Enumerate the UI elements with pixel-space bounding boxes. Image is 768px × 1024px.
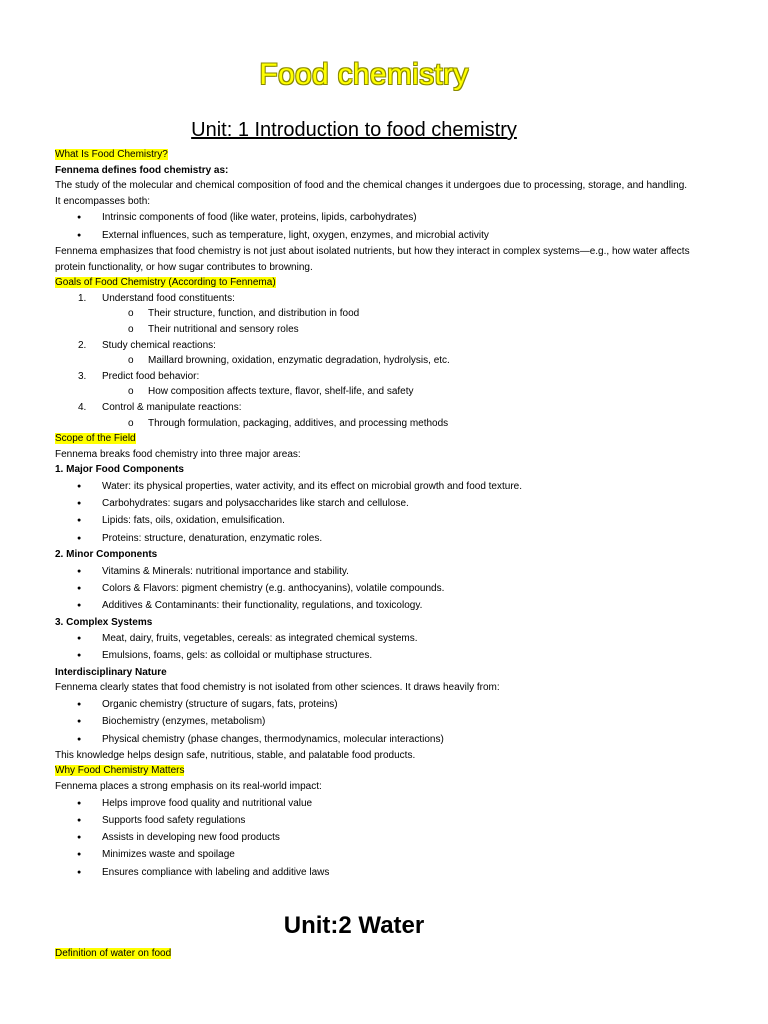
goal-label: Study chemical reactions: (102, 339, 216, 351)
goal-number: 3. (78, 370, 87, 382)
unit1-heading: Unit: 1 Introduction to food chemistry (191, 119, 517, 141)
definition-intro: Fennema defines food chemistry as: (55, 164, 229, 176)
list-item: ● Additives & Contaminants: their functionality, regulations, and toxicology. (55, 597, 715, 614)
interdisciplinary-heading: Interdisciplinary Nature (55, 666, 167, 678)
list-item: ● Water: its physical properties, water activity, and its effect on microbial growth and food texture. (55, 478, 715, 495)
list-item: ● Biochemistry (enzymes, metabolism) (55, 713, 715, 730)
list-item: ● Helps improve food quality and nutritional value (55, 795, 715, 812)
interdisciplinary-intro: Fennema clearly states that food chemistry is not isolated from other sciences. It draws heavily from: (55, 682, 500, 694)
list-item: ● Emulsions, foams, gels: as colloidal or multiphase structures. (55, 647, 715, 664)
document-title: Food chemistry (259, 58, 469, 91)
list-item: ● Colors & Flavors: pigment chemistry (e.g. anthocyanins), volatile compounds. (55, 580, 715, 597)
minor-components-heading: 2. Minor Components (55, 549, 158, 561)
goal-subitem: o Maillard browning, oxidation, enzymatic degradation, hydrolysis, etc. (55, 353, 715, 369)
definition-text: The study of the molecular and chemical composition of food and the chemical changes it undergoes due to processing, storage, and handling. (55, 180, 688, 192)
list-item: ● Supports food safety regulations (55, 812, 715, 829)
list-item: ● Vitamins & Minerals: nutritional importance and stability. (55, 563, 715, 580)
scope-intro: Fennema breaks food chemistry into three major areas: (55, 448, 301, 460)
list-item: ● Meat, dairy, fruits, vegetables, cereals: as integrated chemical systems. (55, 630, 715, 647)
goal-subitem: o Their nutritional and sensory roles (55, 322, 715, 338)
goal-number: 2. (78, 339, 87, 351)
list-item: ● Organic chemistry (structure of sugars, fats, proteins) (55, 696, 715, 713)
complex-systems-heading: 3. Complex Systems (55, 616, 153, 628)
encompasses-text: It encompasses both: (55, 195, 151, 207)
unit1-body (55, 147, 715, 881)
unit2-heading: Unit:2 Water (283, 912, 425, 939)
list-item: ● Physical chemistry (phase changes, thermodynamics, molecular interactions) (55, 731, 715, 748)
list-item: ● Carbohydrates: sugars and polysaccharides like starch and cellulose. (55, 495, 715, 512)
list-item: ● Minimizes waste and spoilage (55, 846, 715, 863)
major-components-heading: 1. Major Food Components (55, 464, 184, 476)
emphasis-text: Fennema emphasizes that food chemistry is not just about isolated nutrients, but how they interact in complex systems—e.g., how water affects protein functionality, or how sugar contributes to browning. (55, 245, 690, 273)
goal-number: 4. (78, 401, 87, 413)
list-item: ● Ensures compliance with labeling and additive laws (55, 864, 715, 881)
list-item: ● Assists in developing new food products (55, 829, 715, 846)
goal-subitem: o How composition affects texture, flavor, shelf-life, and safety (55, 384, 715, 400)
list-item: ● External influences, such as temperature, light, oxygen, enzymes, and microbial activity (55, 227, 715, 244)
what-is-heading: What Is Food Chemistry? (55, 149, 168, 160)
list-item: ● Lipids: fats, oils, oxidation, emulsification. (55, 512, 715, 529)
goal-label: Control & manipulate reactions: (102, 401, 242, 413)
scope-heading: Scope of the Field (55, 433, 136, 445)
goal-item (55, 338, 715, 354)
goal-number: 1. (78, 292, 87, 304)
goals-heading: Goals of Food Chemistry (According to Fennema) (55, 277, 276, 289)
goal-item (55, 291, 715, 307)
list-item: ● Intrinsic components of food (like water, proteins, lipids, carbohydrates) (55, 209, 715, 226)
goal-item (55, 400, 715, 416)
goal-subitem: o Their structure, function, and distribution in food (55, 306, 715, 322)
why-matters-heading: Why Food Chemistry Matters (55, 765, 185, 777)
goal-item (55, 369, 715, 385)
water-definition-heading: Definition of water on food (55, 948, 172, 959)
why-matters-intro: Fennema places a strong emphasis on its real-world impact: (55, 781, 322, 792)
goal-subitem: o Through formulation, packaging, additives, and processing methods (55, 416, 715, 432)
goal-label: Predict food behavior: (102, 370, 200, 382)
knowledge-text: This knowledge helps design safe, nutritious, stable, and palatable food products. (55, 749, 416, 761)
goal-label: Understand food constituents: (102, 292, 235, 304)
list-item: ● Proteins: structure, denaturation, enzymatic roles. (55, 530, 715, 547)
